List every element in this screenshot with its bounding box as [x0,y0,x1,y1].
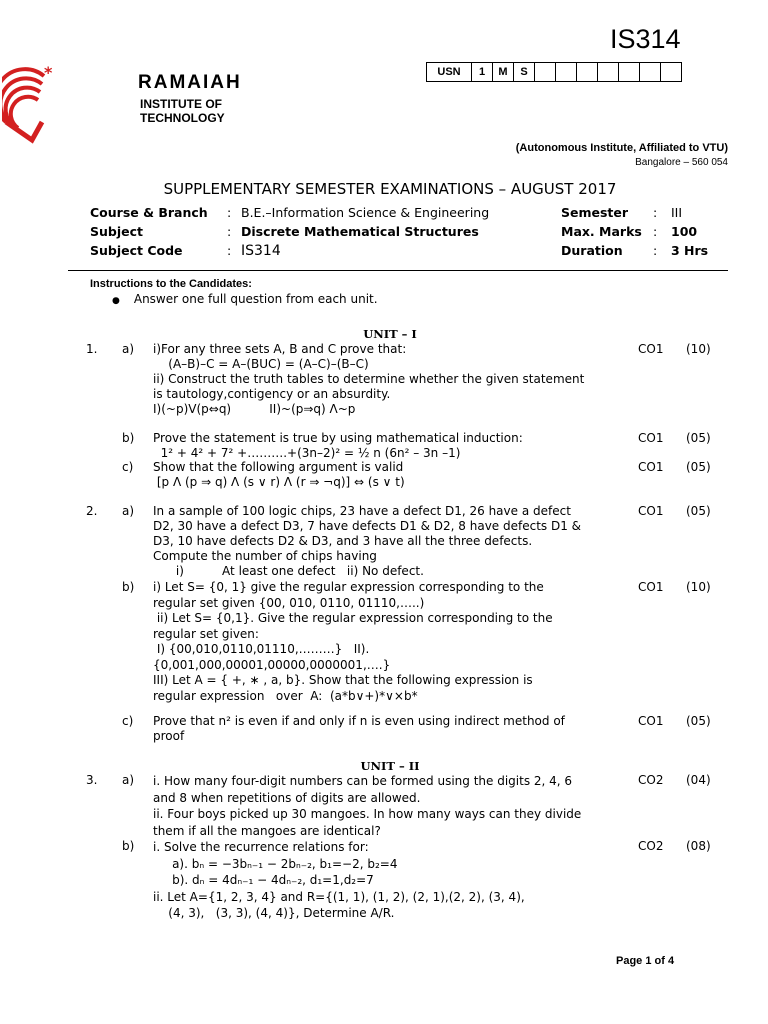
question-part: a) [122,773,135,787]
page-number: Page 1 of 4 [616,955,675,967]
marks: (10) [686,580,711,594]
usn-label: USN [427,63,472,82]
usn-cell [556,63,577,82]
institute-line-3: TECHNOLOGY [140,111,225,125]
unit-heading: UNIT – II [360,759,420,773]
question-text: i)For any three sets A, B and C prove that: (A–B)–C = A–(BUC) = (A–C)–(B–C) ii) Construct the truth tables to determine whether the given statement is tautology,contigency or an absurdity. I)(~p)V(p⇔q) II)~(p⇒q) Λ~p [153,342,585,416]
usn-cell: S [514,63,535,82]
usn-boxes [426,62,682,82]
course-outcome: CO2 [638,773,664,787]
meta-colon: : [653,243,658,258]
unit-heading: UNIT – I [363,327,417,341]
meta-value: III [671,205,683,220]
meta-colon: : [227,224,232,239]
usn-cell: 1 [472,63,493,82]
institute-line-2: INSTITUTE OF [140,97,222,111]
meta-label: Subject Code [90,243,183,258]
exam-title: SUPPLEMENTARY SEMESTER EXAMINATIONS – AUGUST 2017 [163,180,617,198]
question-text: i) Let S= {0, 1} give the regular expression corresponding to the regular set given {00, 010, 0110, 01110,…..) ii) Let S= {0,1}. Give the regular expression corresponding to the regular set given: I) {00,010,0110,01110,………} II). {0,001,000,00001,00000,0000001,….} III) Let A = { +, ∗ , a, b}. Show that the following expression is regular expression over A: (a*b∨+)*∨×b* [153,580,553,703]
course-outcome: CO1 [638,342,664,356]
meta-row [90,203,708,222]
usn-cell: M [493,63,514,82]
exam-meta-table [90,203,708,260]
question-part: b) [122,580,135,594]
question-number: 2. [86,504,98,518]
meta-value: 3 Hrs [671,243,709,258]
course-outcome: CO1 [638,504,664,518]
meta-row [90,222,708,241]
marks: (05) [686,460,711,474]
divider [68,270,728,271]
marks: (04) [686,773,711,787]
question-text: i. Solve the recurrence relations for: a). bₙ = −3bₙ₋₁ − 2bₙ₋₂, b₁=−2, b₂=4 b). dₙ = 4dₙ₋₁ − 4dₙ₋₂, d₁=1,d₂=7 ii. Let A={1, 2, 3, 4} and R={(1, 1), (1, 2), (2, 1),(2, 2), (3, 4), (4, 3), (3, 3), (4, 4)}, Determine A/R. [153,840,525,920]
marks: (05) [686,431,711,445]
course-outcome: CO2 [638,839,664,853]
meta-colon: : [653,224,658,239]
institute-subtitle [140,97,225,125]
usn-cell [577,63,598,82]
course-outcome: CO1 [638,580,664,594]
meta-label: Max. Marks [561,224,642,239]
meta-colon: : [227,205,232,220]
question-part: a) [122,504,135,518]
usn-cell [661,63,682,82]
meta-row [90,241,708,260]
question-part: a) [122,342,135,356]
meta-value: 100 [671,224,698,239]
usn-cell [598,63,619,82]
marks: (10) [686,342,711,356]
meta-label: Duration [561,243,623,258]
course-outcome: CO1 [638,431,664,445]
course-outcome: CO1 [638,460,664,474]
meta-label: Semester [561,205,629,220]
question-text: i. How many four-digit numbers can be formed using the digits 2, 4, 6 and 8 when repetitions of digits are allowed. ii. Four boys picked up 30 mangoes. In how many ways can they divide them if all the mangoes are identical? [153,774,582,838]
meta-value: B.E.–Information Science & Engineering [241,205,490,220]
question-number: 3. [86,773,98,787]
marks: (05) [686,504,711,518]
usn-cell [640,63,661,82]
usn-cell [619,63,640,82]
meta-label: Course & Branch [90,205,208,220]
affiliation: (Autonomous Institute, Affiliated to VTU) [515,142,728,154]
meta-value: IS314 [241,242,281,259]
marks: (08) [686,839,711,853]
course-outcome: CO1 [638,714,664,728]
meta-colon: : [227,243,232,258]
instruction-item [112,292,378,306]
bullet-icon: ● [112,296,120,306]
meta-colon: : [653,205,658,220]
question-text: In a sample of 100 logic chips, 23 have a defect D1, 26 have a defect D2, 30 have a defect D3, 7 have defects D1 & D2, 8 have defects D1 & D3, 10 have defects D2 & D3, and 3 have all the three defects. Compute the number of chips having i) At least one defect ii) No defect. [153,504,582,578]
question-part: b) [122,431,135,445]
meta-value: Discrete Mathematical Structures [241,224,479,239]
question-part: c) [122,460,134,474]
institute-logo-icon [2,62,58,146]
city: Bangalore – 560 054 [635,157,728,168]
question-text: Prove the statement is true by using mathematical induction: 1² + 4² + 7² +……….+(3n–2)² = ½ n (6n² – 3n –1) [153,431,523,460]
institute-name: RAMAIAH [138,72,242,93]
meta-label: Subject [90,224,143,239]
question-text: Prove that n² is even if and only if n is even using indirect method of proof [153,714,565,743]
marks: (05) [686,714,711,728]
svg-text:*: * [44,63,53,82]
usn-cell [535,63,556,82]
instructions-heading: Instructions to the Candidates: [90,278,252,290]
question-part: b) [122,839,135,853]
question-number: 1. [86,342,98,356]
question-text: Show that the following argument is valid [p Λ (p ⇒ q) Λ (s ∨ r) Λ (r ⇒ ¬q)] ⇔ (s ∨ t) [153,460,405,489]
question-part: c) [122,714,134,728]
instruction-text: Answer one full question from each unit. [133,292,378,306]
subject-code-top: IS314 [610,24,681,54]
